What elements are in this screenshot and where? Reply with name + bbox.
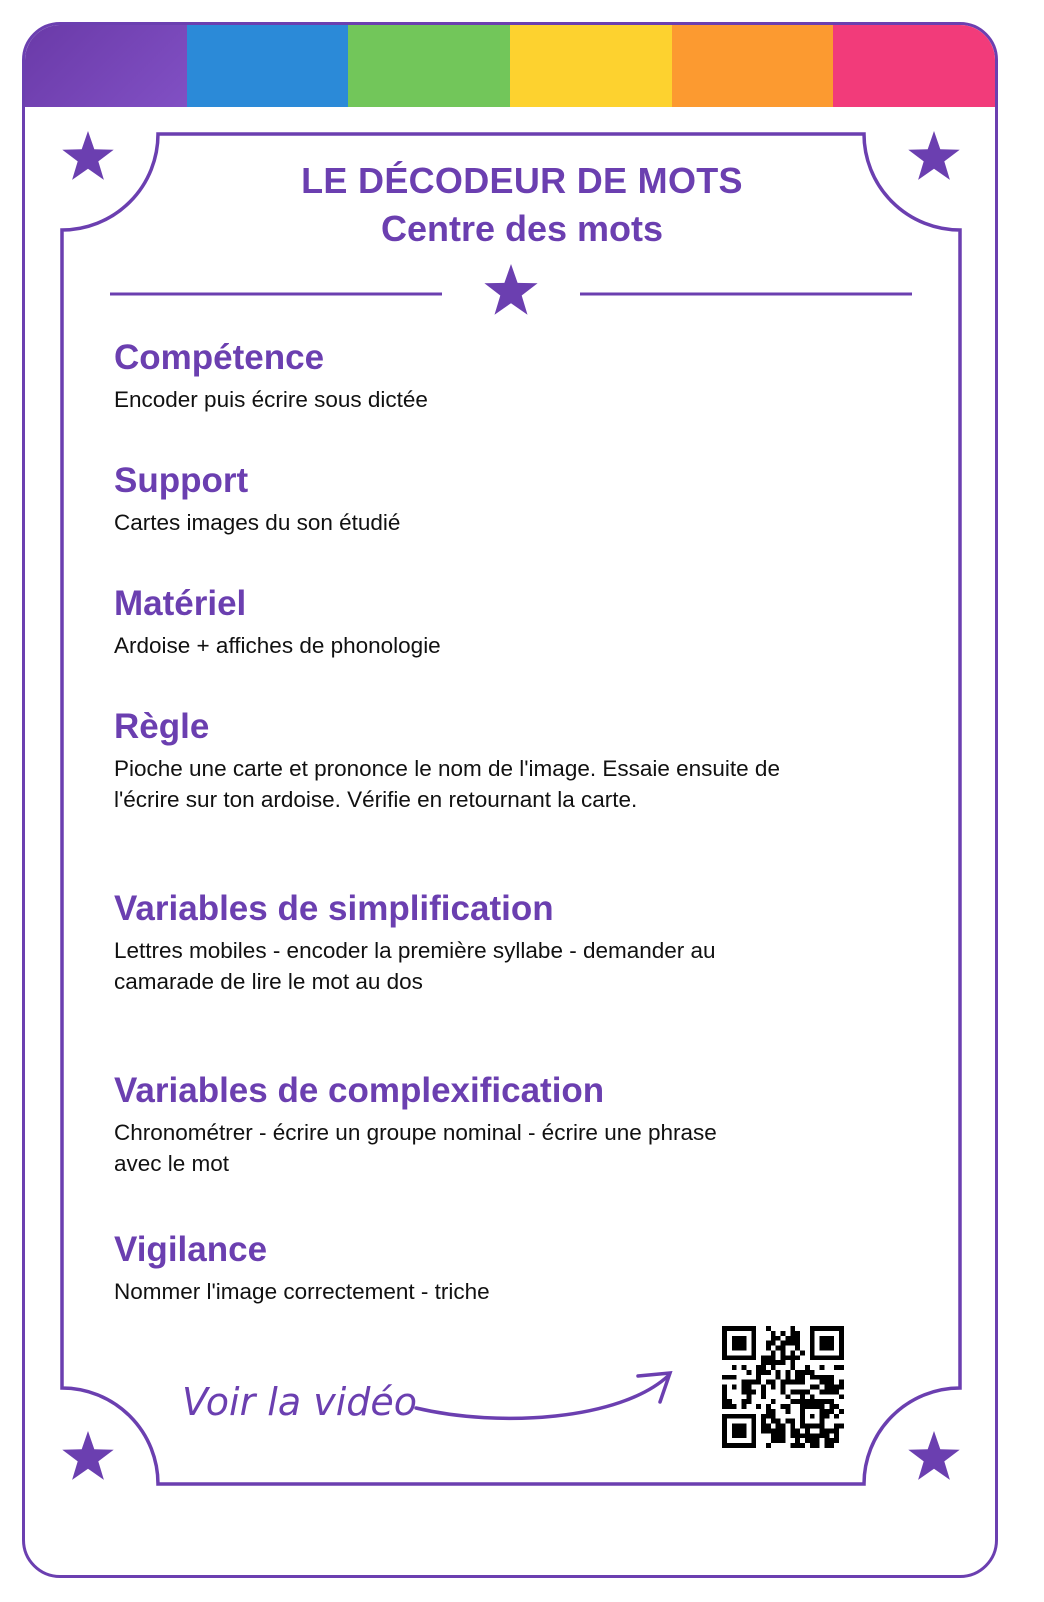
section-heading: Matériel bbox=[114, 584, 247, 623]
star-icon bbox=[62, 1431, 113, 1480]
section-heading: Variables de simplification bbox=[114, 889, 554, 928]
section-heading: Vigilance bbox=[114, 1230, 268, 1269]
section-vigilance bbox=[114, 1230, 834, 1307]
section-heading: Règle bbox=[114, 707, 210, 746]
star-icon bbox=[484, 264, 537, 315]
section-support bbox=[114, 461, 834, 538]
section-text: Cartes images du son étudié bbox=[114, 510, 401, 535]
section-materiel bbox=[114, 584, 834, 661]
page-title: LE DÉCODEUR DE MOTS bbox=[301, 160, 743, 201]
section-heading: Compétence bbox=[114, 338, 325, 377]
section-text: Nommer l'image correctement - triche bbox=[114, 1279, 490, 1304]
section-text: Ardoise + affiches de phonologie bbox=[114, 633, 441, 658]
section-complexification bbox=[114, 1071, 834, 1179]
section-regle bbox=[114, 707, 834, 815]
section-text: Chronométrer - écrire un groupe nominal - écrire une phrase avec le mot bbox=[114, 1120, 717, 1176]
section-text: Encoder puis écrire sous dictée bbox=[114, 387, 428, 412]
section-simplification bbox=[114, 889, 834, 997]
section-heading: Support bbox=[114, 461, 249, 500]
section-text: Lettres mobiles - encoder la première syllabe - demander au camarade de lire le mot au dos bbox=[114, 938, 716, 994]
star-icon bbox=[908, 1431, 959, 1480]
section-text: Pioche une carte et prononce le nom de l'image. Essaie ensuite de l'écrire sur ton ardoise. Vérifie en retournant la carte. bbox=[114, 756, 780, 812]
curved-arrow-icon bbox=[416, 1373, 670, 1418]
section-competence bbox=[114, 338, 834, 415]
page-subtitle: Centre des mots bbox=[380, 208, 664, 249]
section-heading: Variables de complexification bbox=[114, 1071, 605, 1110]
video-link[interactable]: Voir la vidéo bbox=[182, 1380, 417, 1424]
qr-code-icon[interactable] bbox=[722, 1326, 844, 1448]
